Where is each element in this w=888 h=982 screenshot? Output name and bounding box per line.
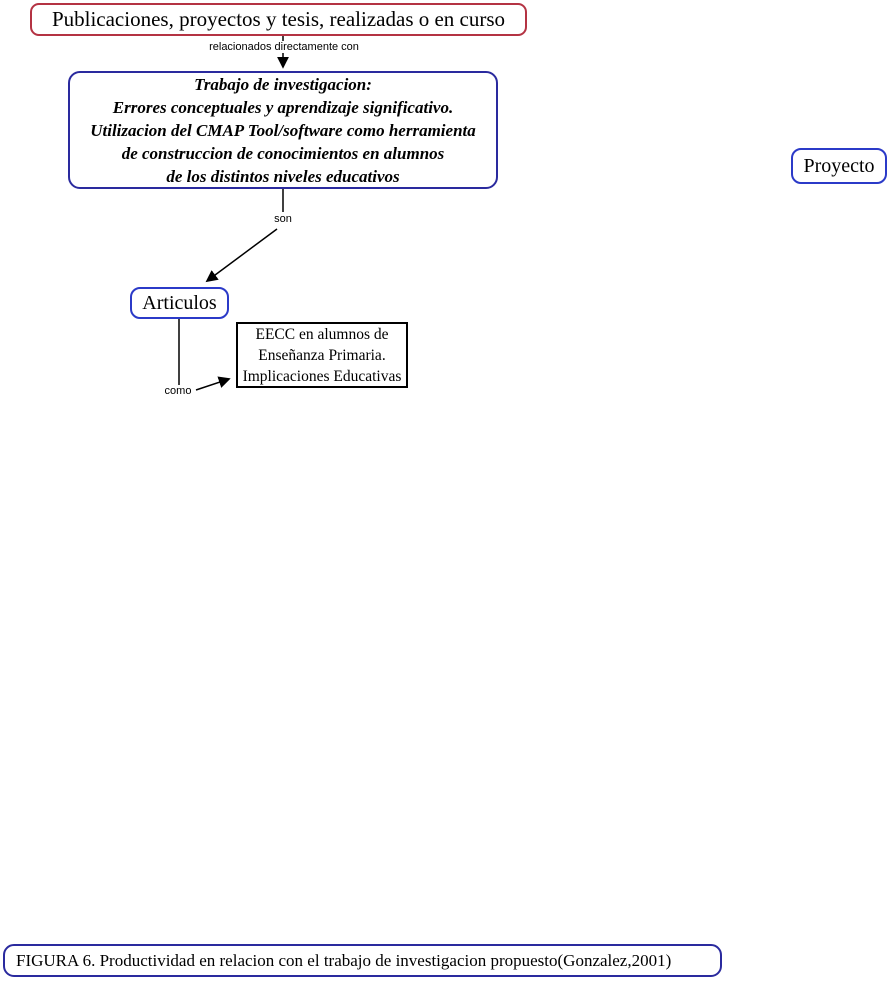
concept-node-articulos[interactable] xyxy=(130,287,229,319)
concept-node-publicaciones-label: Publicaciones, proyectos y tesis, realizadas o en curso xyxy=(51,7,506,31)
main-node-line-1: Trabajo de investigacion: xyxy=(194,74,372,94)
main-node-line-5: de los distintos niveles educativos xyxy=(166,166,400,186)
link-como-to-eecc-arrow xyxy=(196,379,229,390)
concept-node-proyecto-label: Proyecto xyxy=(803,154,875,177)
eecc-node-line-3: Implicaciones Educativas xyxy=(242,367,402,385)
concept-node-articulos-label: Articulos xyxy=(142,291,217,314)
eecc-node-line-1: EECC en alumnos de xyxy=(255,325,389,343)
link-son-to-articulos-arrow xyxy=(207,229,277,281)
concept-node-trabajo-investigacion[interactable] xyxy=(68,71,498,189)
concept-node-proyecto[interactable] xyxy=(791,148,887,184)
linking-phrase-son[interactable]: son xyxy=(271,213,295,225)
linking-phrase-relacionados[interactable]: relacionados directamente con xyxy=(206,41,362,53)
linking-phrase-como[interactable]: como xyxy=(162,385,195,397)
figure-caption-label: FIGURA 6. Productividad en relacion con el trabajo de investigacion propuesto(Gonzalez,2001) xyxy=(16,950,672,970)
concept-node-publicaciones[interactable] xyxy=(30,3,527,36)
concept-node-eecc[interactable] xyxy=(236,322,408,388)
eecc-node-line-2: Enseñanza Primaria. xyxy=(258,346,386,364)
main-node-line-4: de construccion de conocimientos en alumnos xyxy=(121,143,445,163)
main-node-line-2: Errores conceptuales y aprendizaje significativo. xyxy=(112,97,454,117)
main-node-line-3: Utilizacion del CMAP Tool/software como herramienta xyxy=(90,120,476,140)
figure-caption xyxy=(3,944,722,977)
